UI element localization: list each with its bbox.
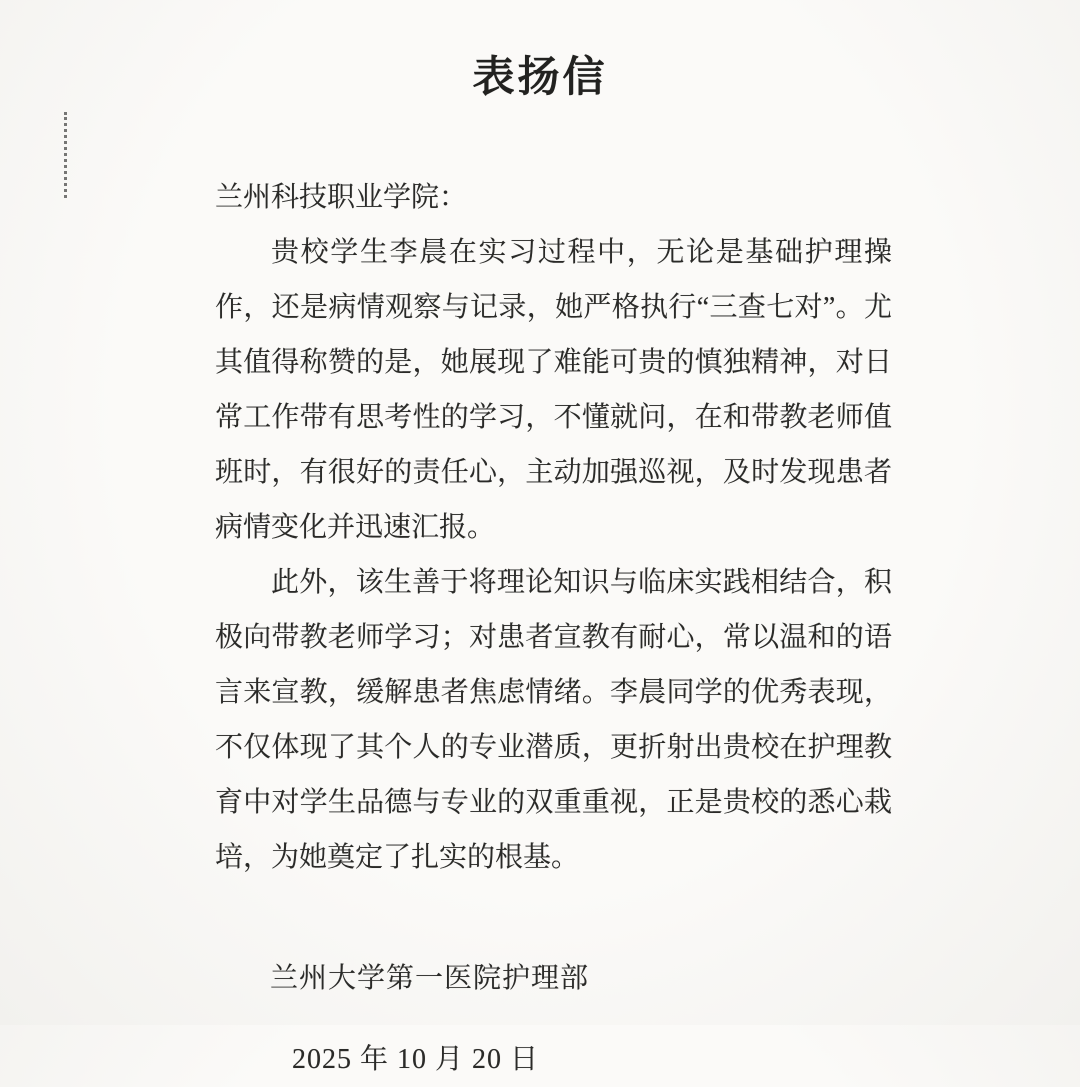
letter-paragraph-1: 贵校学生李晨在实习过程中，无论是基础护理操作，还是病情观察与记录，她严格执行“三查七对”。尤其值得称赞的是，她展现了难能可贵的慎独精神，对日常工作带有思考性的学习，不懂就问，在和带教老师值班时，有很好的责任心，主动加强巡视，及时发现患者病情变化并迅速汇报。 bbox=[215, 237, 892, 543]
letter-paragraph-2: 此外，该生善于将理论知识与临床实践相结合，积极向带教老师学习；对患者宣教有耐心，常以温和的语言来宣教，缓解患者焦虑情绪。李晨同学的优秀表现，不仅体现了其个人的专业潜质，更折射出贵校在护理教育中对学生品德与专业的双重重视，正是贵校的悉心栽培，为她奠定了扎实的根基。 bbox=[215, 567, 892, 873]
signature-block bbox=[215, 951, 892, 1087]
signature-organization: 兰州大学第一医院护理部 bbox=[269, 963, 589, 994]
signature-date: 2025 年 10 月 20 日 bbox=[291, 1044, 539, 1075]
letter-body bbox=[215, 170, 892, 1087]
letter-salutation: 兰州科技职业学院： bbox=[215, 182, 468, 213]
scan-binding-mark-artifact bbox=[64, 112, 67, 198]
letter-title: 表扬信 bbox=[472, 55, 608, 101]
